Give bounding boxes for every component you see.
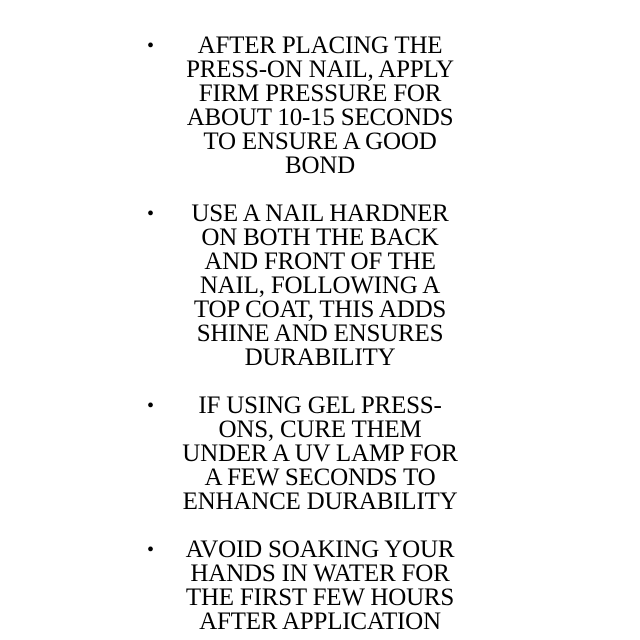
bullet-text: AFTER PLACING THE PRESS-ON NAIL, APPLY FIRM PRESSURE FOR ABOUT 10-15 SECONDS TO ENSURE A GOOD BOND xyxy=(186,32,454,179)
bullet-text: USE A NAIL HARDNER ON BOTH THE BACK AND FRONT OF THE NAIL, FOLLOWING A TOP COAT, THIS ADDS SHINE AND ENSURES DURABILITY xyxy=(191,200,449,371)
bullet-marker: • xyxy=(147,539,155,561)
bullet-text: IF USING GEL PRESS- ONS, CURE THEM UNDER A UV LAMP FOR A FEW SECONDS TO ENHANCE DURABILITY xyxy=(182,392,458,515)
bullet-marker: • xyxy=(147,395,155,417)
bullet-marker: • xyxy=(147,35,155,57)
bullet-marker: • xyxy=(147,203,155,225)
bullet-text: AVOID SOAKING YOUR HANDS IN WATER FOR THE FIRST FEW HOURS AFTER APPLICATION xyxy=(185,536,455,635)
